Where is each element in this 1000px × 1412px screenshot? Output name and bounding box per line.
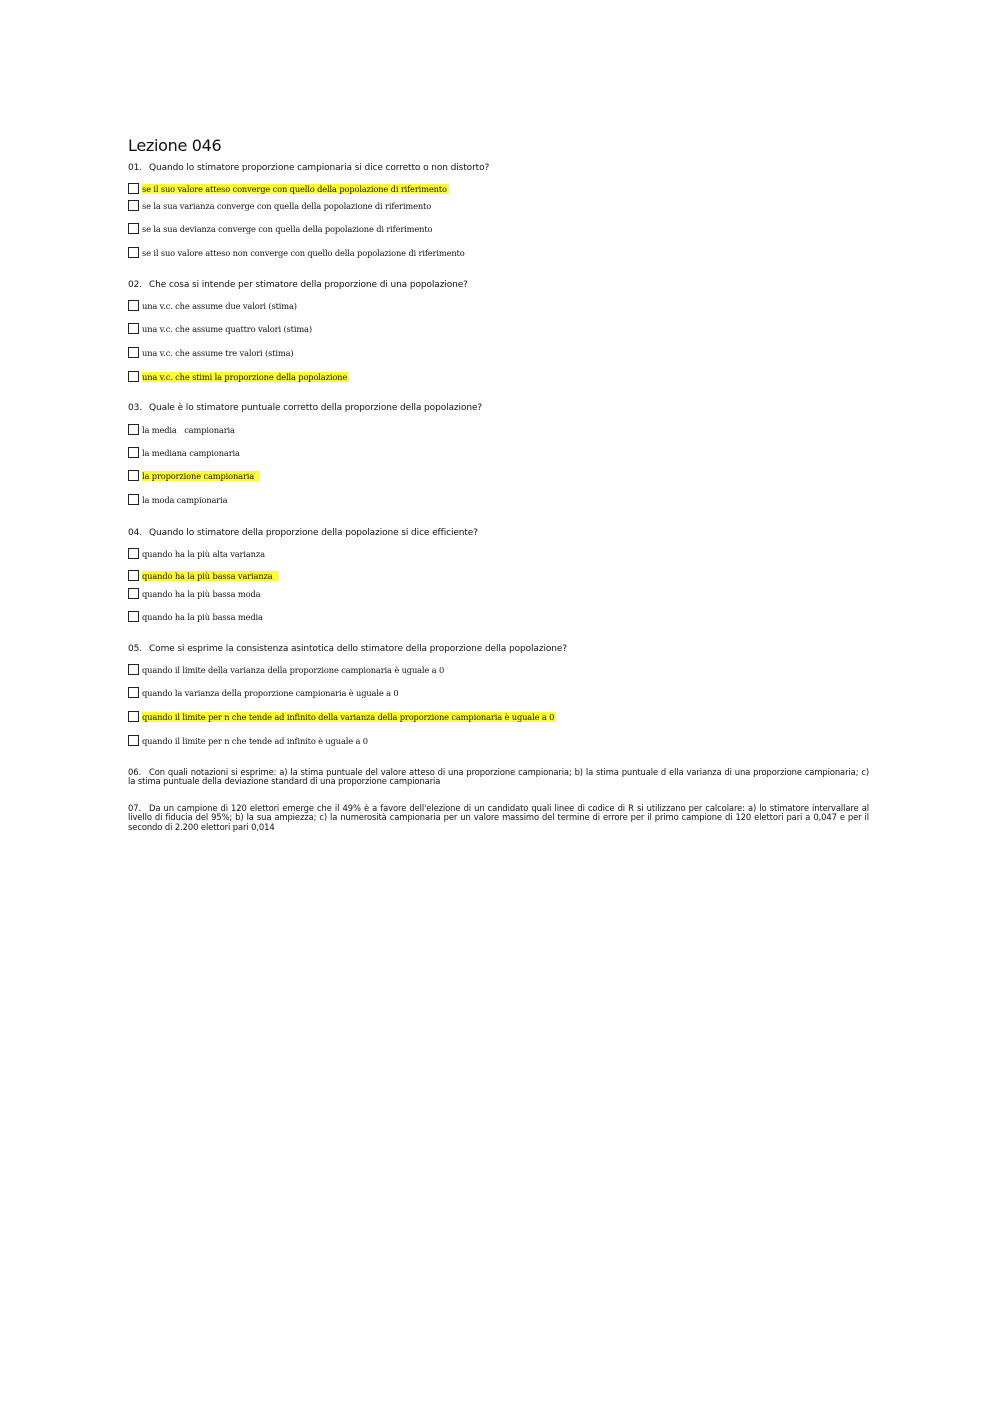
question-number: 05.	[128, 644, 143, 654]
option-label: una v.c. che assume due valori (stima)	[142, 300, 297, 311]
option-label: quando il limite per n che tende ad infinito è uguale a 0	[142, 735, 368, 746]
checkbox[interactable]	[128, 347, 139, 358]
checkbox[interactable]	[128, 223, 139, 234]
question-text: Quando lo stimatore proporzione campionaria si dice corretto o non distorto?	[149, 163, 490, 173]
q01-option-1[interactable]	[128, 182, 449, 195]
q03-option-4[interactable]	[128, 493, 229, 506]
checkbox[interactable]	[128, 735, 139, 746]
page-title: Lezione 046	[128, 136, 222, 155]
option-label: quando il limite della varianza della proporzione campionaria è uguale a 0	[142, 664, 445, 675]
option-label: quando ha la più bassa media	[142, 611, 263, 622]
checkbox[interactable]	[128, 470, 139, 481]
question-text: Che cosa si intende per stimatore della proporzione di una popolazione?	[149, 280, 468, 290]
question-03	[128, 403, 482, 413]
q01-option-4[interactable]	[128, 246, 467, 259]
option-label: se la sua varianza converge con quella della popolazione di riferimento	[142, 200, 432, 211]
q01-option-3[interactable]	[128, 222, 434, 235]
q05-option-2[interactable]	[128, 686, 401, 699]
q04-option-2[interactable]	[128, 569, 279, 582]
q04-option-1[interactable]	[128, 547, 267, 560]
q05-option-1[interactable]	[128, 663, 446, 676]
checkbox[interactable]	[128, 570, 139, 581]
checkbox[interactable]	[128, 200, 139, 211]
q05-option-3[interactable]	[128, 710, 556, 723]
option-label: la moda campionaria	[142, 494, 228, 505]
option-label: se il suo valore atteso converge con quello della popolazione di riferimento	[142, 183, 447, 194]
question-number: 02.	[128, 280, 143, 290]
q04-option-4[interactable]	[128, 610, 265, 623]
option-label: se il suo valore atteso non converge con quello della popolazione di riferimento	[142, 247, 465, 258]
q03-option-1[interactable]	[128, 423, 237, 436]
question-number: 07.	[128, 803, 142, 813]
checkbox[interactable]	[128, 611, 139, 622]
checkbox[interactable]	[128, 247, 139, 258]
q05-option-4[interactable]	[128, 734, 370, 747]
q02-option-1[interactable]	[128, 299, 299, 312]
checkbox[interactable]	[128, 371, 139, 382]
question-04	[128, 528, 478, 538]
checkbox[interactable]	[128, 323, 139, 334]
checkbox[interactable]	[128, 447, 139, 458]
option-label: la media campionaria	[142, 424, 235, 435]
open-question-07	[128, 804, 869, 832]
option-label: una v.c. che assume tre valori (stima)	[142, 347, 294, 358]
question-02	[128, 280, 468, 290]
question-05	[128, 644, 567, 654]
question-number: 03.	[128, 403, 143, 413]
option-label: la mediana campionaria	[142, 447, 240, 458]
checkbox[interactable]	[128, 548, 139, 559]
option-label: quando ha la più bassa varianza	[142, 571, 279, 581]
option-label: la proporzione campionaria	[142, 471, 260, 481]
checkbox[interactable]	[128, 183, 139, 194]
option-label: quando ha la più alta varianza	[142, 548, 265, 559]
q04-option-3[interactable]	[128, 587, 262, 600]
checkbox[interactable]	[128, 664, 139, 675]
q03-option-3[interactable]	[128, 469, 260, 482]
checkbox[interactable]	[128, 494, 139, 505]
question-text: Quale è lo stimatore puntuale corretto della proporzione della popolazione?	[149, 403, 483, 413]
checkbox[interactable]	[128, 687, 139, 698]
option-label: quando ha la più bassa moda	[142, 588, 261, 599]
checkbox[interactable]	[128, 711, 139, 722]
option-label: se la sua devianza converge con quella della popolazione di riferimento	[142, 223, 433, 234]
option-label: quando il limite per n che tende ad infinito della varianza della proporzione campionaria è uguale a 0	[142, 711, 555, 722]
open-question-06	[128, 768, 869, 787]
question-text: Da un campione di 120 elettori emerge che il 49% è a favore dell'elezione di un candidato quali linee di codice di R si utilizzano per calcolare: a) lo stimatore intervallare al livello di fiducia del 95%; b) la sua ampiezza; c) la numerosità campionaria per un valore massimo del termine di errore per il primo campione di 120 elettori pari a 0,047 e per il secondo di 2.200 elettori pari 0,014	[128, 803, 869, 832]
checkbox[interactable]	[128, 588, 139, 599]
q01-option-2[interactable]	[128, 199, 433, 212]
question-number: 04.	[128, 528, 143, 538]
option-label: quando la varianza della proporzione campionaria è uguale a 0	[142, 687, 399, 698]
option-label: una v.c. che stimi la proporzione della popolazione	[142, 371, 348, 382]
question-number: 06.	[128, 767, 142, 777]
question-text: Come si esprime la consistenza asintotica dello stimatore della proporzione della popolazione?	[149, 644, 567, 654]
question-number: 01.	[128, 163, 143, 173]
checkbox[interactable]	[128, 300, 139, 311]
question-text: Con quali notazioni si esprime: a) la stima puntuale del valore atteso di una proporzione campionaria; b) la stima puntuale d ella varianza di una proporzione campionaria; c) la stima puntuale della deviazione standard di una proporzione campionaria	[128, 767, 869, 787]
q02-option-3[interactable]	[128, 346, 296, 359]
q02-option-4[interactable]	[128, 370, 349, 383]
option-label: una v.c. che assume quattro valori (stima)	[142, 323, 312, 334]
question-01	[128, 163, 489, 173]
q02-option-2[interactable]	[128, 322, 314, 335]
checkbox[interactable]	[128, 424, 139, 435]
question-text: Quando lo stimatore della proporzione della popolazione si dice efficiente?	[149, 528, 478, 538]
q03-option-2[interactable]	[128, 446, 242, 459]
